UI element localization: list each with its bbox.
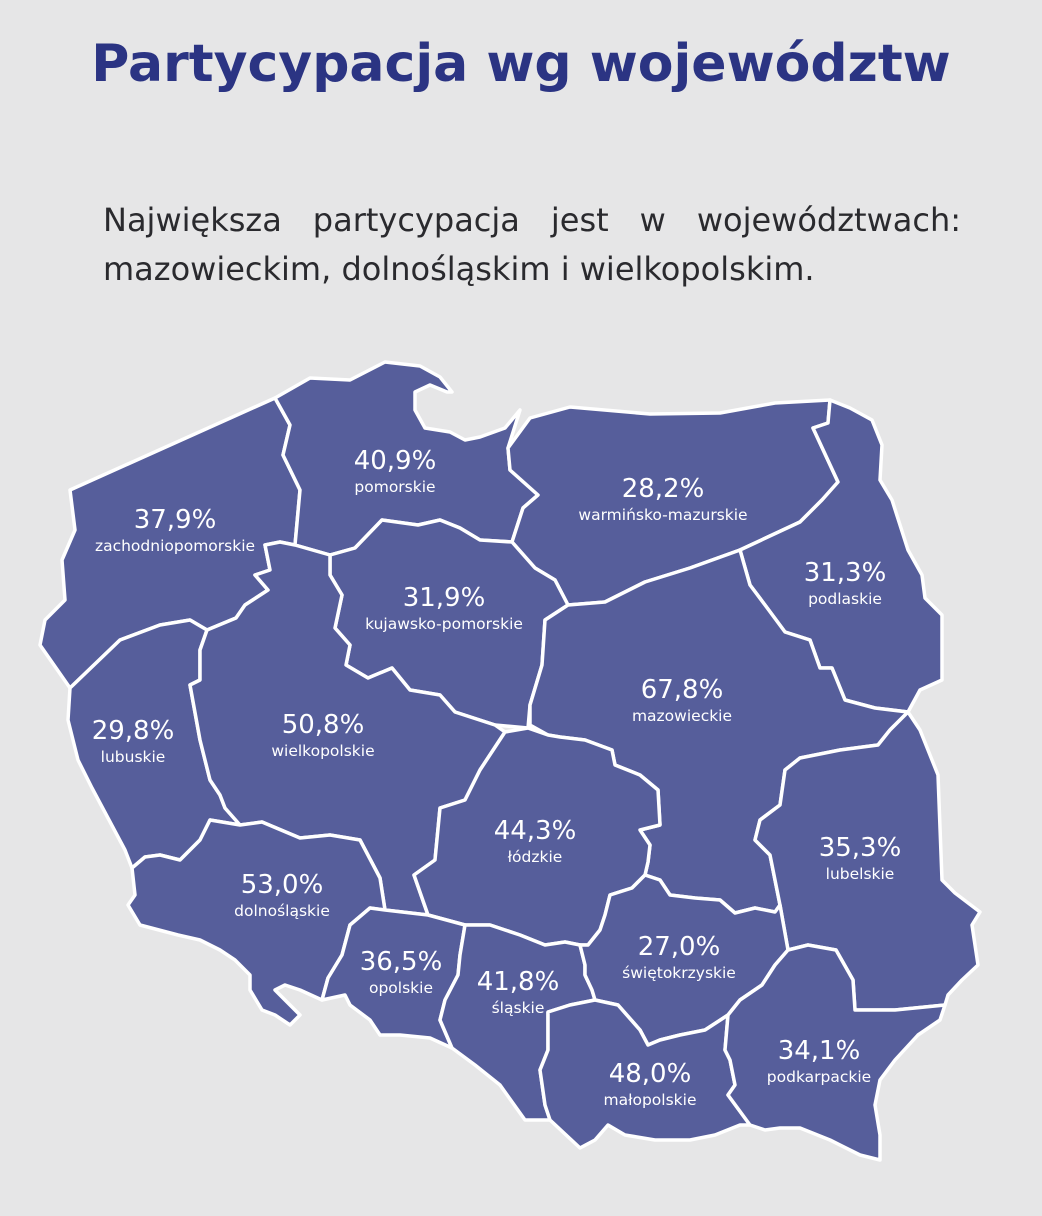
value-malopolskie: 48,0% — [608, 1059, 692, 1089]
value-zachodniopomorskie: 37,9% — [133, 505, 217, 535]
label-swietokrzyskie: świętokrzyskie — [622, 964, 736, 982]
label-podkarpackie: podkarpackie — [766, 1068, 872, 1086]
value-lubuskie: 29,8% — [91, 716, 175, 746]
label-lodzkie: łódzkie — [507, 848, 563, 866]
label-opolskie: opolskie — [368, 979, 434, 997]
value-opolskie: 36,5% — [359, 947, 443, 977]
label-pomorskie: pomorskie — [354, 478, 436, 496]
value-podlaskie: 31,3% — [803, 558, 887, 588]
value-warminsko-mazurskie: 28,2% — [621, 474, 705, 504]
label-malopolskie: małopolskie — [603, 1091, 697, 1109]
summary-text: Największa partycypacja jest w województwach: mazowieckim, dolnośląskim i wielkopolskim. — [103, 201, 961, 288]
value-mazowieckie: 67,8% — [640, 675, 724, 705]
label-lubelskie: lubelskie — [825, 865, 895, 883]
label-warminsko-mazurskie: warmińsko-mazurskie — [578, 506, 748, 524]
value-wielkopolskie: 50,8% — [281, 710, 365, 740]
value-slaskie: 41,8% — [476, 967, 560, 997]
label-wielkopolskie: wielkopolskie — [271, 742, 375, 760]
value-swietokrzyskie: 27,0% — [637, 932, 721, 962]
value-kujawsko-pomorskie: 31,9% — [402, 583, 486, 613]
page-title: Partycypacja wg województw — [91, 34, 951, 94]
label-zachodniopomorskie: zachodniopomorskie — [94, 537, 256, 555]
label-slaskie: śląskie — [491, 999, 545, 1017]
value-podkarpackie: 34,1% — [777, 1036, 861, 1066]
label-lubuskie: lubuskie — [100, 748, 166, 766]
value-lodzkie: 44,3% — [493, 816, 577, 846]
label-podlaskie: podlaskie — [808, 590, 882, 608]
value-lubelskie: 35,3% — [818, 833, 902, 863]
label-mazowieckie: mazowieckie — [631, 707, 733, 725]
label-dolnoslaskie: dolnośląskie — [234, 902, 330, 920]
label-kujawsko-pomorskie: kujawsko-pomorskie — [365, 615, 523, 633]
value-pomorskie: 40,9% — [353, 446, 437, 476]
value-dolnoslaskie: 53,0% — [240, 870, 324, 900]
